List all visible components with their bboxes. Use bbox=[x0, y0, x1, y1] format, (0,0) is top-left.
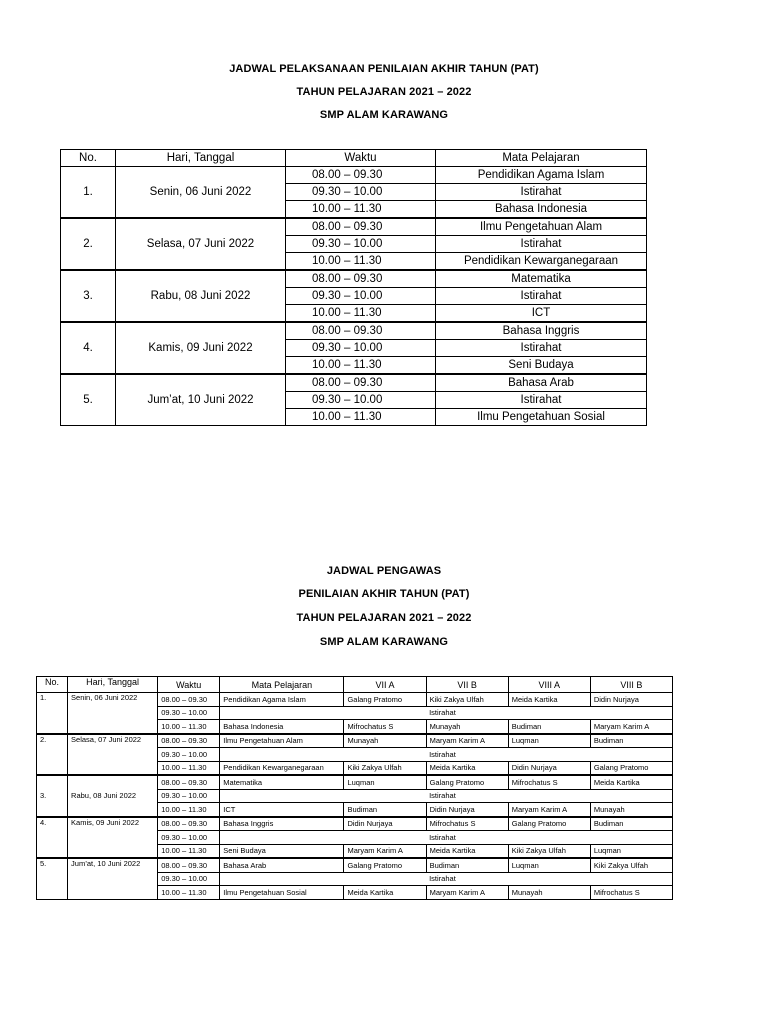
time-slot: 10.00 – 11.30 bbox=[158, 720, 220, 734]
proctor-viii-b: Maryam Karim A bbox=[590, 720, 672, 734]
subject: Ilmu Pengetahuan Sosial bbox=[436, 409, 647, 426]
time-slot: 08.00 – 09.30 bbox=[286, 270, 436, 288]
time-slot: 10.00 – 11.30 bbox=[286, 409, 436, 426]
proctor-viii-b: Munayah bbox=[590, 803, 672, 817]
subject: Pendidikan Agama Islam bbox=[220, 693, 344, 707]
supervisor-title-line-4: SMP ALAM KARAWANG bbox=[319, 636, 449, 648]
time-slot: 09.30 – 10.00 bbox=[286, 184, 436, 201]
day-number: 5. bbox=[61, 374, 116, 426]
table-row bbox=[61, 218, 647, 236]
column-header-viii-b: VIII B bbox=[590, 677, 672, 693]
proctor-vii-a: Kiki Zakya Ulfah bbox=[344, 761, 426, 775]
break-label: Istirahat bbox=[426, 831, 672, 845]
schedule-title-line-2: TAHUN PELAJARAN 2021 – 2022 bbox=[296, 86, 472, 98]
proctor-viii-a: Budiman bbox=[508, 720, 590, 734]
table-header-row bbox=[61, 150, 647, 167]
day-number: 2. bbox=[37, 734, 68, 776]
subject-empty bbox=[220, 706, 344, 720]
proctor-vii-a: Mifrochatus S bbox=[344, 720, 426, 734]
day-number: 4. bbox=[37, 817, 68, 859]
column-header-time: Waktu bbox=[286, 150, 436, 167]
table-row bbox=[61, 167, 647, 184]
proctor-vii-b: Mifrochatus S bbox=[426, 817, 508, 831]
proctor-viii-b: Kiki Zakya Ulfah bbox=[590, 858, 672, 872]
day-date: Senin, 06 Juni 2022 bbox=[116, 167, 286, 219]
subject: Pendidikan Kewarganegaraan bbox=[436, 253, 647, 271]
day-date: Jum’at, 10 Juni 2022 bbox=[68, 858, 158, 899]
day-date: Selasa, 07 Juni 2022 bbox=[68, 734, 158, 776]
day-date: Rabu, 08 Juni 2022 bbox=[116, 270, 286, 322]
proctor-vii-b: Munayah bbox=[426, 720, 508, 734]
time-slot: 09.30 – 10.00 bbox=[286, 236, 436, 253]
subject: Istirahat bbox=[436, 184, 647, 201]
time-slot: 10.00 – 11.30 bbox=[158, 844, 220, 858]
day-date: Rabu, 08 Juni 2022 bbox=[68, 775, 158, 817]
column-header-viii-a: VIII A bbox=[508, 677, 590, 693]
day-number: 1. bbox=[61, 167, 116, 219]
supervisor-table bbox=[36, 676, 673, 900]
subject: Pendidikan Agama Islam bbox=[436, 167, 647, 184]
break-label: Istirahat bbox=[426, 789, 672, 803]
proctor-viii-b: Luqman bbox=[590, 844, 672, 858]
proctor-viii-b: Galang Pratomo bbox=[590, 761, 672, 775]
proctor-vii-a: Munayah bbox=[344, 734, 426, 748]
time-slot: 10.00 – 11.30 bbox=[158, 886, 220, 900]
table-row bbox=[37, 858, 673, 872]
time-slot: 08.00 – 09.30 bbox=[286, 374, 436, 392]
proctor-vii-a: Galang Pratomo bbox=[344, 693, 426, 707]
subject: Bahasa Arab bbox=[220, 858, 344, 872]
column-header-vii-a: VII A bbox=[344, 677, 426, 693]
subject: Bahasa Inggris bbox=[436, 322, 647, 340]
time-slot: 08.00 – 09.30 bbox=[158, 775, 220, 789]
proctor-vii-b: Maryam Karim A bbox=[426, 886, 508, 900]
proctor-viii-b: Budiman bbox=[590, 734, 672, 748]
proctor-vii-b: Didin Nurjaya bbox=[426, 803, 508, 817]
proctor-viii-a: Galang Pratomo bbox=[508, 817, 590, 831]
column-header-day: Hari, Tanggal bbox=[68, 677, 158, 693]
day-date: Kamis, 09 Juni 2022 bbox=[116, 322, 286, 374]
subject: Istirahat bbox=[436, 236, 647, 253]
subject: Bahasa Indonesia bbox=[436, 201, 647, 219]
break-label: Istirahat bbox=[426, 706, 672, 720]
column-header-time: Waktu bbox=[158, 677, 220, 693]
time-slot: 09.30 – 10.00 bbox=[158, 789, 220, 803]
subject: ICT bbox=[220, 803, 344, 817]
day-number: 2. bbox=[61, 218, 116, 270]
subject: ICT bbox=[436, 305, 647, 323]
time-slot: 10.00 – 11.30 bbox=[286, 357, 436, 375]
proctor-empty bbox=[344, 789, 426, 803]
proctor-viii-a: Kiki Zakya Ulfah bbox=[508, 844, 590, 858]
day-number: 4. bbox=[61, 322, 116, 374]
column-header-subject: Mata Pelajaran bbox=[220, 677, 344, 693]
proctor-viii-b: Mifrochatus S bbox=[590, 886, 672, 900]
time-slot: 10.00 – 11.30 bbox=[286, 253, 436, 271]
column-header-day: Hari, Tanggal bbox=[116, 150, 286, 167]
time-slot: 09.30 – 10.00 bbox=[286, 288, 436, 305]
proctor-empty bbox=[344, 872, 426, 886]
subject: Matematika bbox=[220, 775, 344, 789]
day-date: Kamis, 09 Juni 2022 bbox=[68, 817, 158, 859]
time-slot: 08.00 – 09.30 bbox=[286, 167, 436, 184]
subject-empty bbox=[220, 831, 344, 845]
time-slot: 09.30 – 10.00 bbox=[158, 706, 220, 720]
proctor-viii-a: Mifrochatus S bbox=[508, 775, 590, 789]
time-slot: 09.30 – 10.00 bbox=[158, 872, 220, 886]
schedule-title-line-3: SMP ALAM KARAWANG bbox=[319, 109, 449, 121]
subject: Ilmu Pengetahuan Alam bbox=[220, 734, 344, 748]
time-slot: 10.00 – 11.30 bbox=[286, 305, 436, 323]
proctor-vii-b: Galang Pratomo bbox=[426, 775, 508, 789]
time-slot: 08.00 – 09.30 bbox=[286, 322, 436, 340]
subject-empty bbox=[220, 872, 344, 886]
column-header-vii-b: VII B bbox=[426, 677, 508, 693]
supervisor-title-line-3: TAHUN PELAJARAN 2021 – 2022 bbox=[296, 612, 472, 624]
time-slot: 08.00 – 09.30 bbox=[158, 734, 220, 748]
proctor-viii-a: Didin Nurjaya bbox=[508, 761, 590, 775]
supervisor-title-line-2: PENILAIAN AKHIR TAHUN (PAT) bbox=[298, 588, 470, 600]
time-slot: 08.00 – 09.30 bbox=[286, 218, 436, 236]
day-number: 1. bbox=[37, 693, 68, 734]
time-slot: 10.00 – 11.30 bbox=[158, 761, 220, 775]
column-header-no: No. bbox=[61, 150, 116, 167]
subject-empty bbox=[220, 748, 344, 762]
proctor-viii-b: Meida Kartika bbox=[590, 775, 672, 789]
day-number: 3. bbox=[61, 270, 116, 322]
proctor-vii-b: Maryam Karim A bbox=[426, 734, 508, 748]
subject: Bahasa Inggris bbox=[220, 817, 344, 831]
proctor-viii-a: Meida Kartika bbox=[508, 693, 590, 707]
proctor-vii-b: Meida Kartika bbox=[426, 844, 508, 858]
time-slot: 08.00 – 09.30 bbox=[158, 817, 220, 831]
table-header-row bbox=[37, 677, 673, 693]
proctor-vii-b: Meida Kartika bbox=[426, 761, 508, 775]
column-header-subject: Mata Pelajaran bbox=[436, 150, 647, 167]
subject: Istirahat bbox=[436, 340, 647, 357]
proctor-vii-a: Budiman bbox=[344, 803, 426, 817]
proctor-vii-b: Budiman bbox=[426, 858, 508, 872]
table-row bbox=[61, 322, 647, 340]
proctor-viii-b: Budiman bbox=[590, 817, 672, 831]
time-slot: 08.00 – 09.30 bbox=[158, 693, 220, 707]
subject: Seni Budaya bbox=[220, 844, 344, 858]
time-slot: 09.30 – 10.00 bbox=[286, 392, 436, 409]
proctor-vii-a: Luqman bbox=[344, 775, 426, 789]
time-slot: 10.00 – 11.30 bbox=[286, 201, 436, 219]
break-label: Istirahat bbox=[426, 748, 672, 762]
subject: Istirahat bbox=[436, 392, 647, 409]
schedule-title-line-1: JADWAL PELAKSANAAN PENILAIAN AKHIR TAHUN (PAT) bbox=[229, 63, 539, 75]
time-slot: 10.00 – 11.30 bbox=[158, 803, 220, 817]
proctor-vii-a: Didin Nurjaya bbox=[344, 817, 426, 831]
day-number: 3. bbox=[37, 775, 68, 817]
proctor-vii-a: Maryam Karim A bbox=[344, 844, 426, 858]
table-row bbox=[61, 270, 647, 288]
proctor-vii-a: Meida Kartika bbox=[344, 886, 426, 900]
exam-schedule-table bbox=[60, 149, 647, 426]
table-row bbox=[37, 734, 673, 748]
proctor-viii-a: Munayah bbox=[508, 886, 590, 900]
time-slot: 09.30 – 10.00 bbox=[286, 340, 436, 357]
table-row bbox=[37, 775, 673, 789]
subject: Bahasa Arab bbox=[436, 374, 647, 392]
proctor-empty bbox=[344, 831, 426, 845]
day-date: Selasa, 07 Juni 2022 bbox=[116, 218, 286, 270]
time-slot: 08.00 – 09.30 bbox=[158, 858, 220, 872]
proctor-viii-a: Luqman bbox=[508, 858, 590, 872]
subject: Pendidikan Kewarganegaraan bbox=[220, 761, 344, 775]
proctor-empty bbox=[344, 748, 426, 762]
day-date: Senin, 06 Juni 2022 bbox=[68, 693, 158, 734]
proctor-vii-b: Kiki Zakya Ulfah bbox=[426, 693, 508, 707]
subject: Ilmu Pengetahuan Sosial bbox=[220, 886, 344, 900]
subject: Istirahat bbox=[436, 288, 647, 305]
day-date: Jum’at, 10 Juni 2022 bbox=[116, 374, 286, 426]
proctor-empty bbox=[344, 706, 426, 720]
day-number: 5. bbox=[37, 858, 68, 899]
time-slot: 09.30 – 10.00 bbox=[158, 748, 220, 762]
proctor-viii-b: Didin Nurjaya bbox=[590, 693, 672, 707]
subject: Ilmu Pengetahuan Alam bbox=[436, 218, 647, 236]
break-label: Istirahat bbox=[426, 872, 672, 886]
table-row bbox=[61, 374, 647, 392]
time-slot: 09.30 – 10.00 bbox=[158, 831, 220, 845]
table-row bbox=[37, 693, 673, 707]
subject: Bahasa Indonesia bbox=[220, 720, 344, 734]
subject: Matematika bbox=[436, 270, 647, 288]
subject: Seni Budaya bbox=[436, 357, 647, 375]
proctor-viii-a: Luqman bbox=[508, 734, 590, 748]
subject-empty bbox=[220, 789, 344, 803]
supervisor-title-line-1: JADWAL PENGAWAS bbox=[326, 565, 442, 577]
proctor-vii-a: Galang Pratomo bbox=[344, 858, 426, 872]
column-header-no: No. bbox=[37, 677, 68, 693]
table-row bbox=[37, 817, 673, 831]
proctor-viii-a: Maryam Karim A bbox=[508, 803, 590, 817]
